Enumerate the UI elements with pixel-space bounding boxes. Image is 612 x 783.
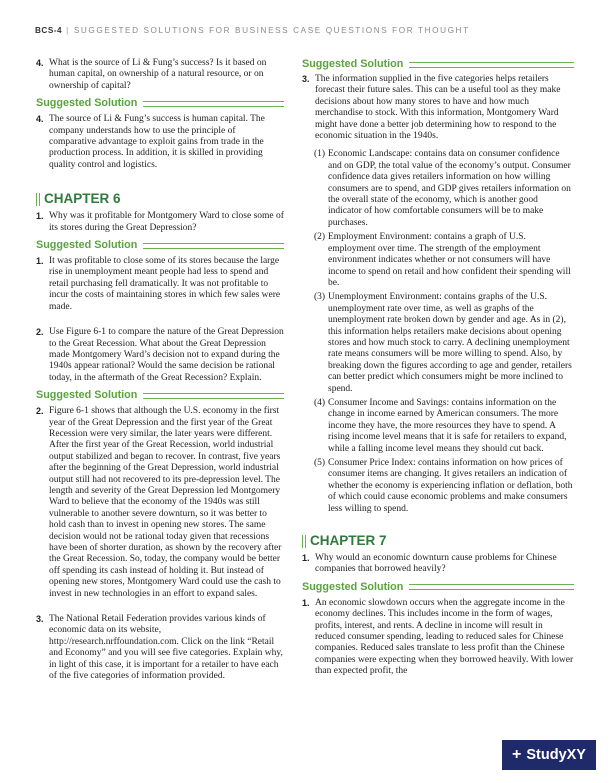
chapter6-question-2: 2. Use Figure 6-1 to compare the nature of the Great Depression to the Great Recession. What about the Great Depression made Montgomery Ward’s decision not to expand during the 1940s appear rational? Would the same decision be rational today, in the aftermath of the Great Recession? Explain. [36,327,284,383]
suggested-solution-heading: Suggested Solution [302,58,574,71]
chapter6-answer-2: 2. Figure 6-1 shows that although the U.S. economy in the first year of the Great Depression and the first year of the Great Recession were very similar, the later years were different. After the first year of the Great Recession, world industrial output stabilized and began to recover. In contrast, five years after the beginning of the Great Depression, world industrial output still had not recovered to its pre-depression level. The length and severity of the Great Depression led Montgomery Ward to believe that the economy of the 1940s was still vulnerable to another severe downturn, so it was better to hold cash than to invest in opening new stores. The same decision would not be rational today given that recessions have been of shorter duration, as shown by the recovery after the Great Recession. So, today, the company would be better off spending its cash instead of holding it. But instead of opening new stores, Montgomery Ward could use the cash to invest in new technologies in an effort to expand sales. [36,406,282,599]
page-code: BCS-4 [35,26,63,35]
suggested-solution-heading: Suggested Solution [36,97,284,110]
category-item-2: (2) Employment Environment: contains a graph of U.S. employment over time. The strength of the employment environment indicates whether or not consumers will have income to spend on retail and how confident their spending will be. [314,232,571,288]
chapter6-answer-1: 1. It was profitable to close some of its stores because the large rise in unemployment meant people had less to spend and retail purchasing fell dramatically. It was not profitable to incur the costs of maintaining stores in which few sales were made. [36,256,281,312]
answer-4: 4. The source of Li & Fung’s success is human capital. The company understands how to use the principle of comparative advantage to exploit gains from trade in the production process. In addition, it is skilled in providing quality control and logistics. [36,114,265,170]
running-header: BCS-4 | SUGGESTED SOLUTIONS FOR BUSINESS CASE QUESTIONS FOR THOUGHT [35,26,470,35]
chapter-7-heading: CHAPTER 7 [302,533,574,549]
suggested-solution-heading: Suggested Solution [302,581,574,594]
chapter6-answer-3: 3. The information supplied in the five categories helps retailers forecast their future sales. This can be a useful tool as they make decisions about how many stores to have and how much merchandise to stock. With this information, Montgomery Ward might have done a better job determining how to respond to the economic situation in the 1940s. [302,74,561,142]
studyxy-logo: + Study XY [502,740,596,770]
suggested-solution-heading: Suggested Solution [36,239,284,252]
chapter6-question-3: 3. The National Retail Federation provides various kinds of economic data on its website, http://research.nrffoundation.com. Click on the link “Retail and Economy” and you will see five categories. Explain why, in light of this case, it is important for a retailer to have each of the five categories of information provided. [36,614,283,682]
right-column [302,58,574,678]
question-4: 4. What is the source of Li & Fung’s success? Is it based on human capital, on ownership of a natural resource, or on ownership of capital? [36,58,267,91]
suggested-solution-heading: Suggested Solution [36,389,284,402]
header-title: SUGGESTED SOLUTIONS FOR BUSINESS CASE QUESTIONS FOR THOUGHT [73,26,470,35]
chapter7-question-1: 1. Why would an economic downturn cause problems for Chinese companies that borrowed heavily? [302,553,557,575]
chapter6-question-1: 1. Why was it profitable for Montgomery Ward to close some of its stores during the Great Depression? [36,211,284,233]
category-item-3: (3) Unemployment Environment: contains graphs of the U.S. unemployment rate over time, as well as graphs of the unemployment rate broken down by gender and age. As in (2), this information helps retailers make decisions about opening stores and how much stock to carry. A declining unemployment rate means consumers will be more willing to spend. Also, by breaking down the figures according to age and gender, retailers can better predict which consumers might be more inclined to spend. [314,292,572,394]
category-item-1: (1) Economic Landscape: contains data on consumer confidence and on GDP, the total value of the economy’s output. Consumer confidence data gives retailers information on how willing consumers are to spend, and GDP gives retailers information on the overall state of the economy, which is another good indicator of how comfortable consumers will be to make purchases. [314,149,571,228]
left-column [36,58,284,682]
chapter7-answer-1: 1. An economic slowdown occurs when the aggregate income in the economy declines. This includes income in the form of wages, profits, interest, and rents. A decline in income will result in reduced consumer spending, leading to reduced sales for Chinese companies. Reduced sales translate to less profit than the Chinese companies were expecting when they borrowed heavily. With lower than expected profit, the [302,597,574,677]
category-item-4: (4) Consumer Income and Savings: contains information on the change in income earned by American consumers. The more income they have, the more resources they have to spend. A rising income level means that it is safe for retailers to expand, while a falling income level means they should cut back. [314,397,567,454]
chapter-6-heading: CHAPTER 6 [36,191,284,207]
category-item-5: (5) Consumer Price Index: contains information on how prices of consumer items are changing. It gives retailers an indication of whether the economy is experiencing inflation or deflation, both of which could cause economic problems and make consumers less willing to spend. [314,458,573,514]
plus-icon: + [512,746,522,763]
